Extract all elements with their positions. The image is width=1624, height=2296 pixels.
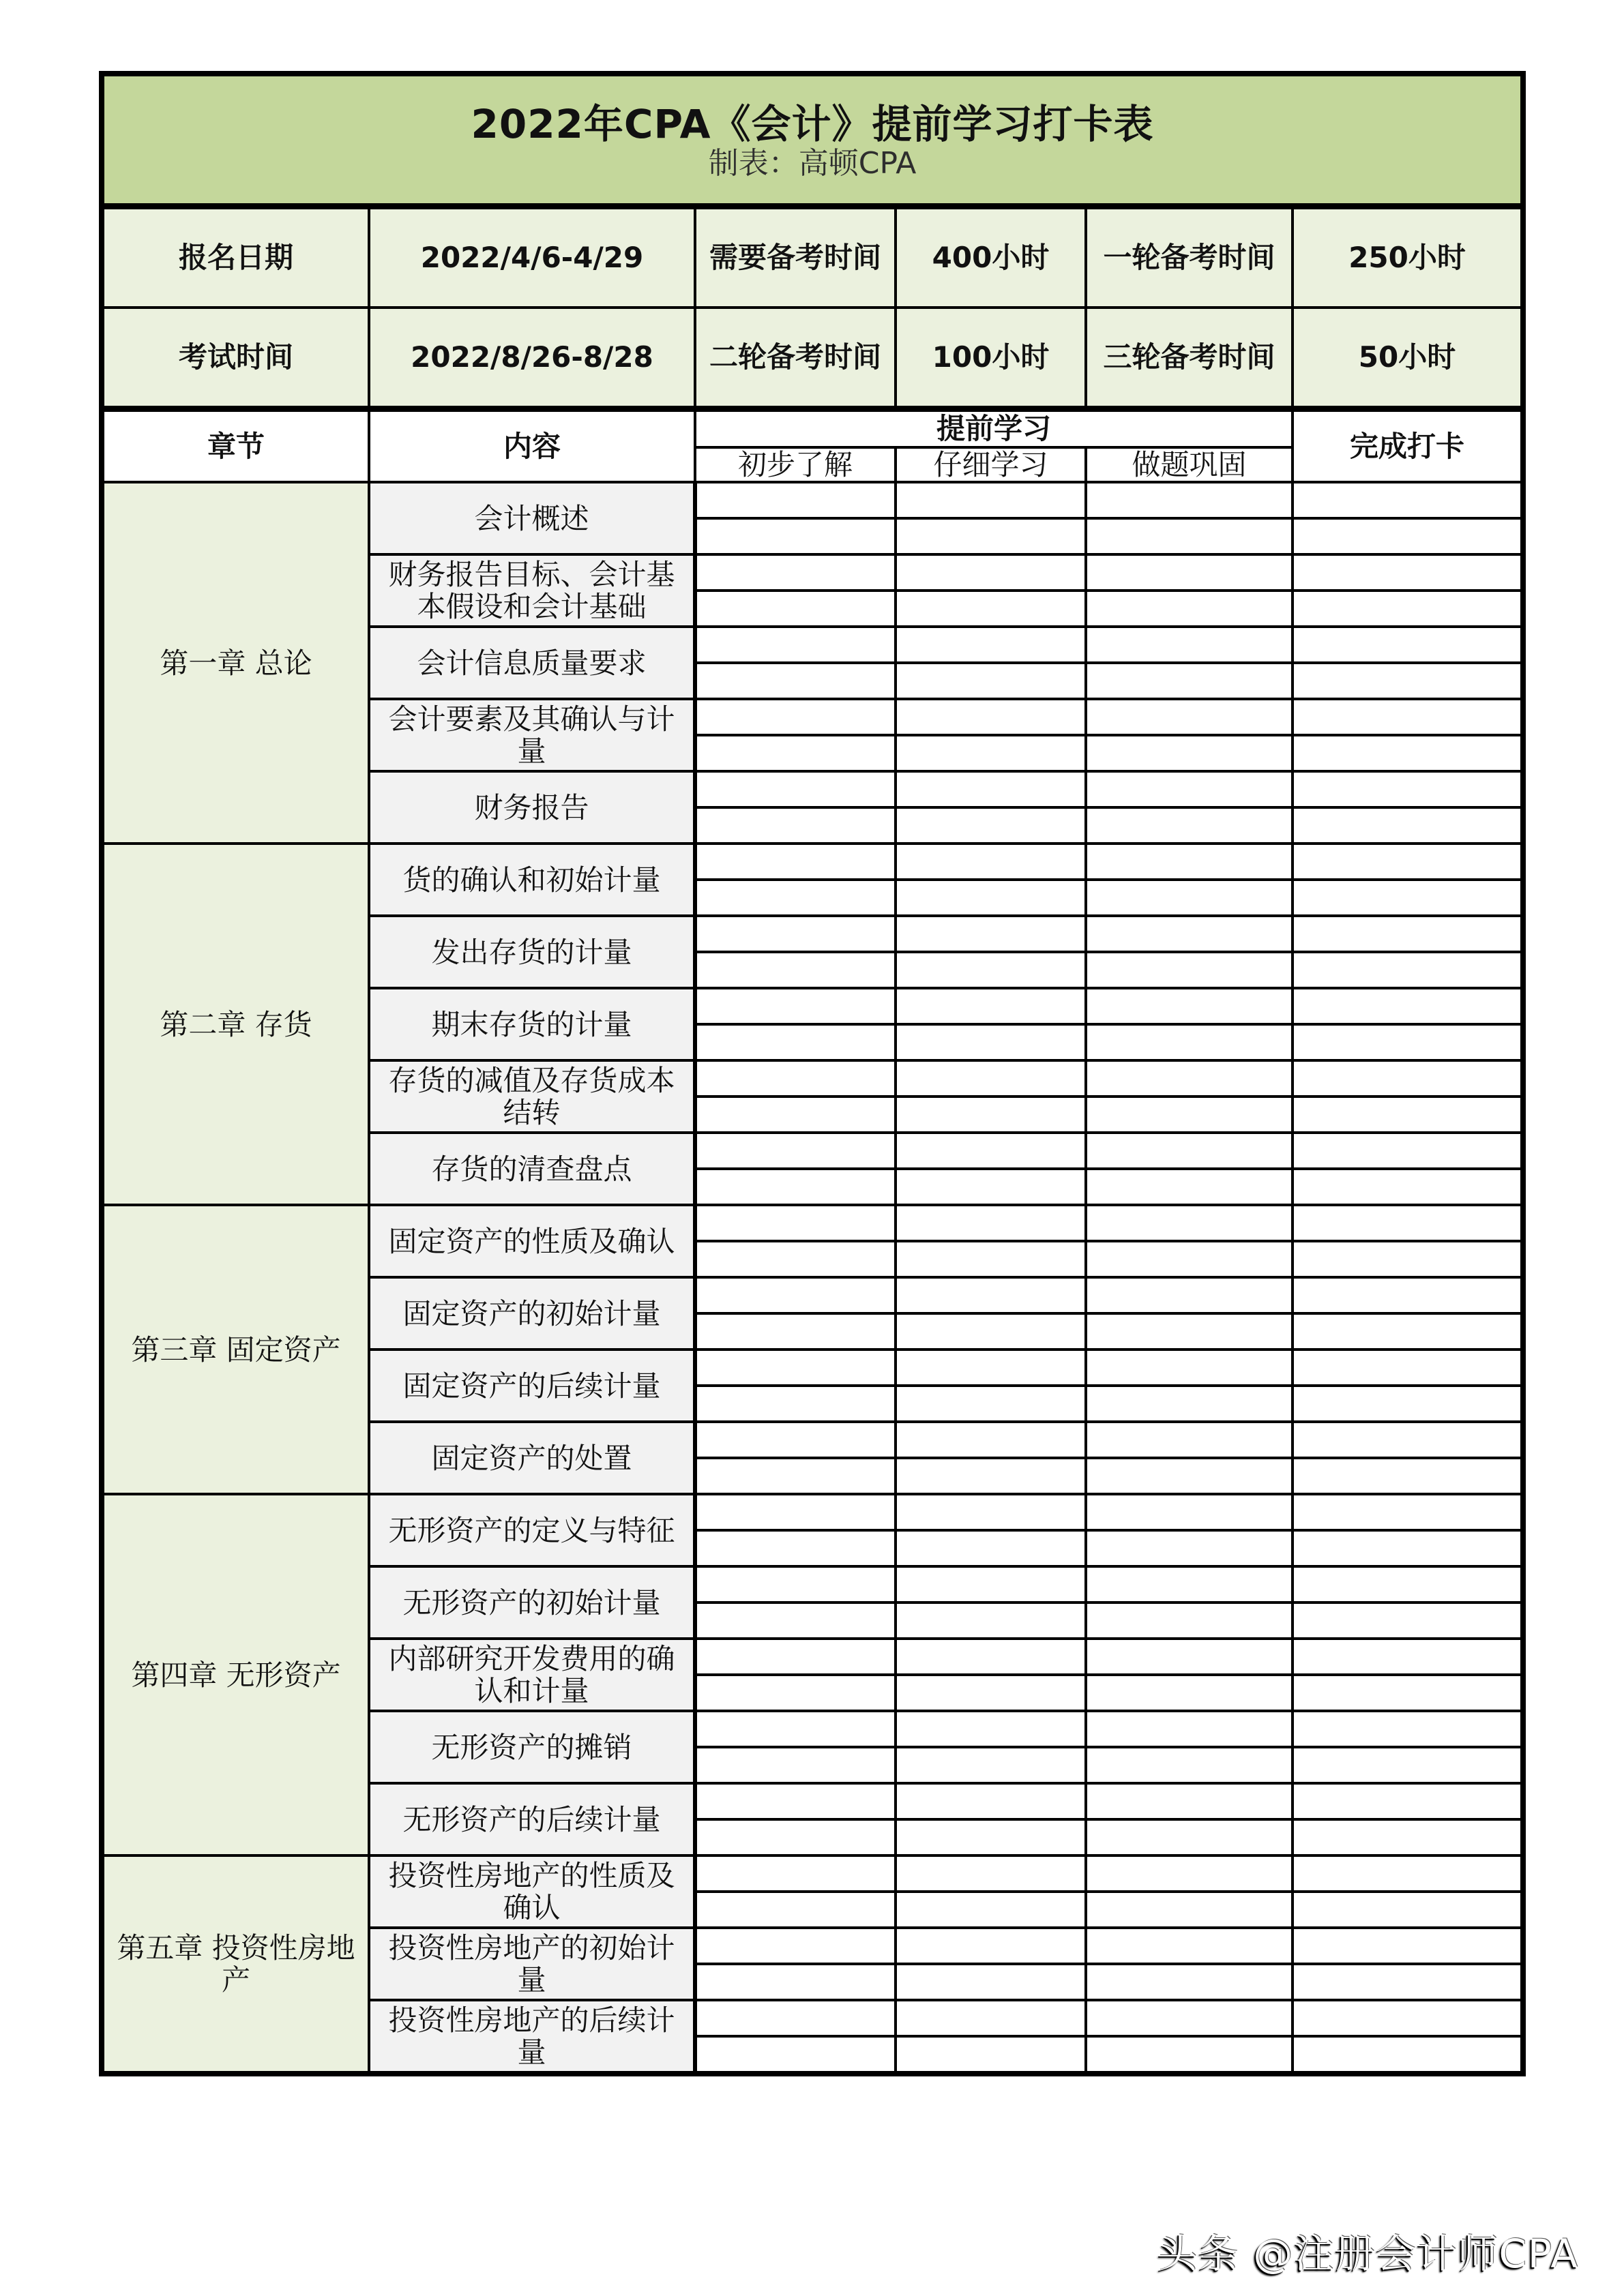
page-title: 2022年CPA《会计》提前学习打卡表: [471, 100, 1154, 147]
practice-check-cell[interactable]: [1086, 1819, 1293, 1855]
practice-check-cell[interactable]: [1086, 1783, 1293, 1819]
preview-check-cell[interactable]: [695, 1711, 896, 1747]
preview-check-cell[interactable]: [695, 1458, 896, 1494]
preview-check-cell[interactable]: [695, 988, 896, 1024]
done-check-cell[interactable]: [1293, 1024, 1523, 1060]
preview-check-cell[interactable]: [695, 1097, 896, 1133]
practice-check-cell[interactable]: [1086, 627, 1293, 663]
done-check-cell[interactable]: [1293, 735, 1523, 771]
practice-check-cell[interactable]: [1086, 1277, 1293, 1313]
preview-check-cell[interactable]: [695, 1169, 896, 1205]
study-check-cell[interactable]: [896, 2000, 1086, 2036]
done-check-cell[interactable]: [1293, 2000, 1523, 2036]
content-item: 固定资产的性质及确认: [369, 1205, 695, 1277]
preview-check-cell[interactable]: [695, 1819, 896, 1855]
preview-check-cell[interactable]: [695, 699, 896, 735]
preview-check-cell[interactable]: [695, 1639, 896, 1675]
study-check-cell[interactable]: [896, 1711, 1086, 1747]
header-chapter: 章节: [102, 409, 369, 483]
study-check-cell[interactable]: [896, 482, 1086, 518]
content-item: 期末存货的计量: [369, 988, 695, 1060]
preview-check-cell[interactable]: [695, 1855, 896, 1892]
practice-check-cell[interactable]: [1086, 1892, 1293, 1928]
practice-check-cell[interactable]: [1086, 482, 1293, 518]
content-item: 会计要素及其确认与计量: [369, 699, 695, 771]
preview-check-cell[interactable]: [695, 844, 896, 880]
practice-check-cell[interactable]: [1086, 518, 1293, 554]
preview-check-cell[interactable]: [695, 952, 896, 988]
done-check-cell[interactable]: [1293, 844, 1523, 880]
table-row: [102, 1494, 1523, 1530]
done-check-cell[interactable]: [1293, 1964, 1523, 2000]
preview-check-cell[interactable]: [695, 1964, 896, 2000]
content-item: 投资性房地产的初始计量: [369, 1928, 695, 2000]
label-round2-hours: 二轮备考时间: [695, 308, 896, 409]
content-item: 无形资产的初始计量: [369, 1566, 695, 1639]
practice-check-cell[interactable]: [1086, 1711, 1293, 1747]
done-check-cell[interactable]: [1293, 880, 1523, 916]
practice-check-cell[interactable]: [1086, 2036, 1293, 2074]
preview-check-cell[interactable]: [695, 1566, 896, 1602]
label-required-hours: 需要备考时间: [695, 207, 896, 308]
practice-check-cell[interactable]: [1086, 591, 1293, 627]
study-check-cell[interactable]: [896, 1639, 1086, 1675]
study-check-cell[interactable]: [896, 1855, 1086, 1892]
study-check-cell[interactable]: [896, 1530, 1086, 1566]
content-item: 固定资产的初始计量: [369, 1277, 695, 1350]
practice-check-cell[interactable]: [1086, 844, 1293, 880]
preview-check-cell[interactable]: [695, 1350, 896, 1386]
label-round1-hours: 一轮备考时间: [1086, 207, 1293, 308]
study-check-cell[interactable]: [896, 1964, 1086, 2000]
practice-check-cell[interactable]: [1086, 554, 1293, 591]
practice-check-cell[interactable]: [1086, 1350, 1293, 1386]
done-check-cell[interactable]: [1293, 1097, 1523, 1133]
done-check-cell[interactable]: [1293, 952, 1523, 988]
study-check-cell[interactable]: [896, 1350, 1086, 1386]
done-check-cell[interactable]: [1293, 1386, 1523, 1422]
done-check-cell[interactable]: [1293, 627, 1523, 663]
done-check-cell[interactable]: [1293, 771, 1523, 807]
done-check-cell[interactable]: [1293, 1711, 1523, 1747]
practice-check-cell[interactable]: [1086, 699, 1293, 735]
chapter-cell: 第二章 存货: [102, 844, 369, 1205]
study-check-cell[interactable]: [896, 1783, 1086, 1819]
preview-check-cell[interactable]: [695, 1024, 896, 1060]
preview-check-cell[interactable]: [695, 2000, 896, 2036]
preview-check-cell[interactable]: [695, 916, 896, 952]
info-row-registration: [102, 207, 1523, 308]
watermark: 头条 @注册会计师CPA: [1157, 2231, 1579, 2277]
study-check-cell[interactable]: [896, 735, 1086, 771]
practice-check-cell[interactable]: [1086, 1494, 1293, 1530]
practice-check-cell[interactable]: [1086, 1530, 1293, 1566]
preview-check-cell[interactable]: [695, 1205, 896, 1241]
practice-check-cell[interactable]: [1086, 771, 1293, 807]
content-item: 会计信息质量要求: [369, 627, 695, 699]
preview-check-cell[interactable]: [695, 735, 896, 771]
checkin-sheet: [99, 71, 1520, 2212]
done-check-cell[interactable]: [1293, 591, 1523, 627]
preview-check-cell[interactable]: [695, 1675, 896, 1711]
info-row-exam: [102, 308, 1523, 409]
study-check-cell[interactable]: [896, 554, 1086, 591]
done-check-cell[interactable]: [1293, 518, 1523, 554]
preview-check-cell[interactable]: [695, 1386, 896, 1422]
done-check-cell[interactable]: [1293, 1060, 1523, 1097]
study-check-cell[interactable]: [896, 2036, 1086, 2074]
study-check-cell[interactable]: [896, 1928, 1086, 1964]
title-band: [102, 74, 1523, 207]
practice-check-cell[interactable]: [1086, 807, 1293, 844]
done-check-cell[interactable]: [1293, 1747, 1523, 1783]
header-done: 完成打卡: [1293, 409, 1523, 483]
preview-check-cell[interactable]: [695, 1602, 896, 1639]
content-item: 存货的清查盘点: [369, 1133, 695, 1205]
preview-check-cell[interactable]: [695, 2036, 896, 2074]
chapter-cell: 第五章 投资性房地产: [102, 1855, 369, 2074]
study-check-cell[interactable]: [896, 1566, 1086, 1602]
value-round3-hours: 50小时: [1293, 308, 1523, 409]
done-check-cell[interactable]: [1293, 482, 1523, 518]
practice-check-cell[interactable]: [1086, 1566, 1293, 1602]
content-item: 财务报告目标、会计基本假设和会计基础: [369, 554, 695, 627]
study-check-cell[interactable]: [896, 627, 1086, 663]
content-item: 存货的减值及存货成本结转: [369, 1060, 695, 1133]
done-check-cell[interactable]: [1293, 1494, 1523, 1530]
content-item: 发出存货的计量: [369, 916, 695, 988]
study-check-cell[interactable]: [896, 844, 1086, 880]
header-preview: 初步了解: [695, 447, 896, 482]
content-item: 投资性房地产的性质及确认: [369, 1855, 695, 1928]
practice-check-cell[interactable]: [1086, 1747, 1293, 1783]
practice-check-cell[interactable]: [1086, 1060, 1293, 1097]
study-check-cell[interactable]: [896, 591, 1086, 627]
table-row: [102, 844, 1523, 880]
practice-check-cell[interactable]: [1086, 880, 1293, 916]
done-check-cell[interactable]: [1293, 1892, 1523, 1928]
practice-check-cell[interactable]: [1086, 1386, 1293, 1422]
practice-check-cell[interactable]: [1086, 1675, 1293, 1711]
preview-check-cell[interactable]: [695, 771, 896, 807]
preview-check-cell[interactable]: [695, 1422, 896, 1458]
done-check-cell[interactable]: [1293, 1675, 1523, 1711]
practice-check-cell[interactable]: [1086, 1133, 1293, 1169]
value-exam-date: 2022/8/26-8/28: [369, 308, 695, 409]
preview-check-cell[interactable]: [695, 1277, 896, 1313]
header-practice: 做题巩固: [1086, 447, 1293, 482]
practice-check-cell[interactable]: [1086, 735, 1293, 771]
practice-check-cell[interactable]: [1086, 1241, 1293, 1277]
practice-check-cell[interactable]: [1086, 1928, 1293, 1964]
practice-check-cell[interactable]: [1086, 1169, 1293, 1205]
study-check-cell[interactable]: [896, 1169, 1086, 1205]
content-item: 无形资产的后续计量: [369, 1783, 695, 1855]
preview-check-cell[interactable]: [695, 554, 896, 591]
practice-check-cell[interactable]: [1086, 1313, 1293, 1350]
chapter-cell: 第三章 固定资产: [102, 1205, 369, 1494]
done-check-cell[interactable]: [1293, 1133, 1523, 1169]
header-study-group: 提前学习: [695, 409, 1293, 448]
done-check-cell[interactable]: [1293, 916, 1523, 952]
study-check-cell[interactable]: [896, 1313, 1086, 1350]
practice-check-cell[interactable]: [1086, 1855, 1293, 1892]
study-check-cell[interactable]: [896, 1386, 1086, 1422]
column-header-row: [102, 409, 1523, 448]
content-item: 投资性房地产的后续计量: [369, 2000, 695, 2074]
practice-check-cell[interactable]: [1086, 988, 1293, 1024]
done-check-cell[interactable]: [1293, 1928, 1523, 1964]
study-check-cell[interactable]: [896, 1277, 1086, 1313]
preview-check-cell[interactable]: [695, 627, 896, 663]
content-item: 无形资产的定义与特征: [369, 1494, 695, 1566]
practice-check-cell[interactable]: [1086, 952, 1293, 988]
practice-check-cell[interactable]: [1086, 1097, 1293, 1133]
study-check-cell[interactable]: [896, 1892, 1086, 1928]
content-item: 货的确认和初始计量: [369, 844, 695, 916]
study-check-cell[interactable]: [896, 1747, 1086, 1783]
table-row: [102, 1855, 1523, 1892]
study-check-cell[interactable]: [896, 699, 1086, 735]
study-check-cell[interactable]: [896, 1422, 1086, 1458]
study-check-cell[interactable]: [896, 988, 1086, 1024]
practice-check-cell[interactable]: [1086, 663, 1293, 699]
table-row: [102, 482, 1523, 518]
preview-check-cell[interactable]: [695, 1892, 896, 1928]
study-check-cell[interactable]: [896, 1494, 1086, 1530]
done-check-cell[interactable]: [1293, 1277, 1523, 1313]
done-check-cell[interactable]: [1293, 1350, 1523, 1386]
done-check-cell[interactable]: [1293, 663, 1523, 699]
done-check-cell[interactable]: [1293, 1819, 1523, 1855]
content-item: 无形资产的摊销: [369, 1711, 695, 1783]
content-item: 固定资产的后续计量: [369, 1350, 695, 1422]
study-check-cell[interactable]: [896, 952, 1086, 988]
chapter-cell: 第一章 总论: [102, 482, 369, 844]
done-check-cell[interactable]: [1293, 2036, 1523, 2074]
header-detailed-study: 仔细学习: [896, 447, 1086, 482]
done-check-cell[interactable]: [1293, 1313, 1523, 1350]
study-check-cell[interactable]: [896, 1819, 1086, 1855]
preview-check-cell[interactable]: [695, 1494, 896, 1530]
preview-check-cell[interactable]: [695, 1241, 896, 1277]
content-item: 固定资产的处置: [369, 1422, 695, 1494]
preview-check-cell[interactable]: [695, 1928, 896, 1964]
preview-check-cell[interactable]: [695, 880, 896, 916]
study-checkin-table: [99, 71, 1526, 2076]
study-check-cell[interactable]: [896, 880, 1086, 916]
study-check-cell[interactable]: [896, 1602, 1086, 1639]
preview-check-cell[interactable]: [695, 807, 896, 844]
preview-check-cell[interactable]: [695, 1313, 896, 1350]
label-registration-date: 报名日期: [102, 207, 369, 308]
page-subtitle: 制表：高顿CPA: [708, 145, 917, 181]
done-check-cell[interactable]: [1293, 1458, 1523, 1494]
practice-check-cell[interactable]: [1086, 1024, 1293, 1060]
practice-check-cell[interactable]: [1086, 1205, 1293, 1241]
done-check-cell[interactable]: [1293, 1639, 1523, 1675]
done-check-cell[interactable]: [1293, 1602, 1523, 1639]
done-check-cell[interactable]: [1293, 1169, 1523, 1205]
preview-check-cell[interactable]: [695, 591, 896, 627]
preview-check-cell[interactable]: [695, 1060, 896, 1097]
label-round3-hours: 三轮备考时间: [1086, 308, 1293, 409]
preview-check-cell[interactable]: [695, 1747, 896, 1783]
study-check-cell[interactable]: [896, 1458, 1086, 1494]
study-check-cell[interactable]: [896, 807, 1086, 844]
study-check-cell[interactable]: [896, 1241, 1086, 1277]
value-round1-hours: 250小时: [1293, 207, 1523, 308]
preview-check-cell[interactable]: [695, 518, 896, 554]
study-check-cell[interactable]: [896, 771, 1086, 807]
value-required-hours: 400小时: [896, 207, 1086, 308]
content-item: 内部研究开发费用的确认和计量: [369, 1639, 695, 1711]
done-check-cell[interactable]: [1293, 1855, 1523, 1892]
practice-check-cell[interactable]: [1086, 1602, 1293, 1639]
preview-check-cell[interactable]: [695, 663, 896, 699]
done-check-cell[interactable]: [1293, 988, 1523, 1024]
study-check-cell[interactable]: [896, 518, 1086, 554]
done-check-cell[interactable]: [1293, 1422, 1523, 1458]
study-check-cell[interactable]: [896, 1675, 1086, 1711]
study-check-cell[interactable]: [896, 1205, 1086, 1241]
study-check-cell[interactable]: [896, 663, 1086, 699]
practice-check-cell[interactable]: [1086, 1458, 1293, 1494]
header-content: 内容: [369, 409, 695, 483]
done-check-cell[interactable]: [1293, 1530, 1523, 1566]
done-check-cell[interactable]: [1293, 807, 1523, 844]
study-check-cell[interactable]: [896, 916, 1086, 952]
study-check-cell[interactable]: [896, 1097, 1086, 1133]
done-check-cell[interactable]: [1293, 699, 1523, 735]
chapter-cell: 第四章 无形资产: [102, 1494, 369, 1855]
practice-check-cell[interactable]: [1086, 1422, 1293, 1458]
study-check-cell[interactable]: [896, 1133, 1086, 1169]
preview-check-cell[interactable]: [695, 1783, 896, 1819]
study-check-cell[interactable]: [896, 1060, 1086, 1097]
done-check-cell[interactable]: [1293, 554, 1523, 591]
value-registration-date: 2022/4/6-4/29: [369, 207, 695, 308]
label-exam-date: 考试时间: [102, 308, 369, 409]
done-check-cell[interactable]: [1293, 1566, 1523, 1602]
preview-check-cell[interactable]: [695, 482, 896, 518]
done-check-cell[interactable]: [1293, 1783, 1523, 1819]
practice-check-cell[interactable]: [1086, 2000, 1293, 2036]
content-item: 会计概述: [369, 482, 695, 554]
value-round2-hours: 100小时: [896, 308, 1086, 409]
practice-check-cell[interactable]: [1086, 1639, 1293, 1675]
preview-check-cell[interactable]: [695, 1133, 896, 1169]
content-item: 财务报告: [369, 771, 695, 844]
practice-check-cell[interactable]: [1086, 916, 1293, 952]
done-check-cell[interactable]: [1293, 1241, 1523, 1277]
done-check-cell[interactable]: [1293, 1205, 1523, 1241]
preview-check-cell[interactable]: [695, 1530, 896, 1566]
table-row: [102, 1205, 1523, 1241]
study-check-cell[interactable]: [896, 1024, 1086, 1060]
practice-check-cell[interactable]: [1086, 1964, 1293, 2000]
